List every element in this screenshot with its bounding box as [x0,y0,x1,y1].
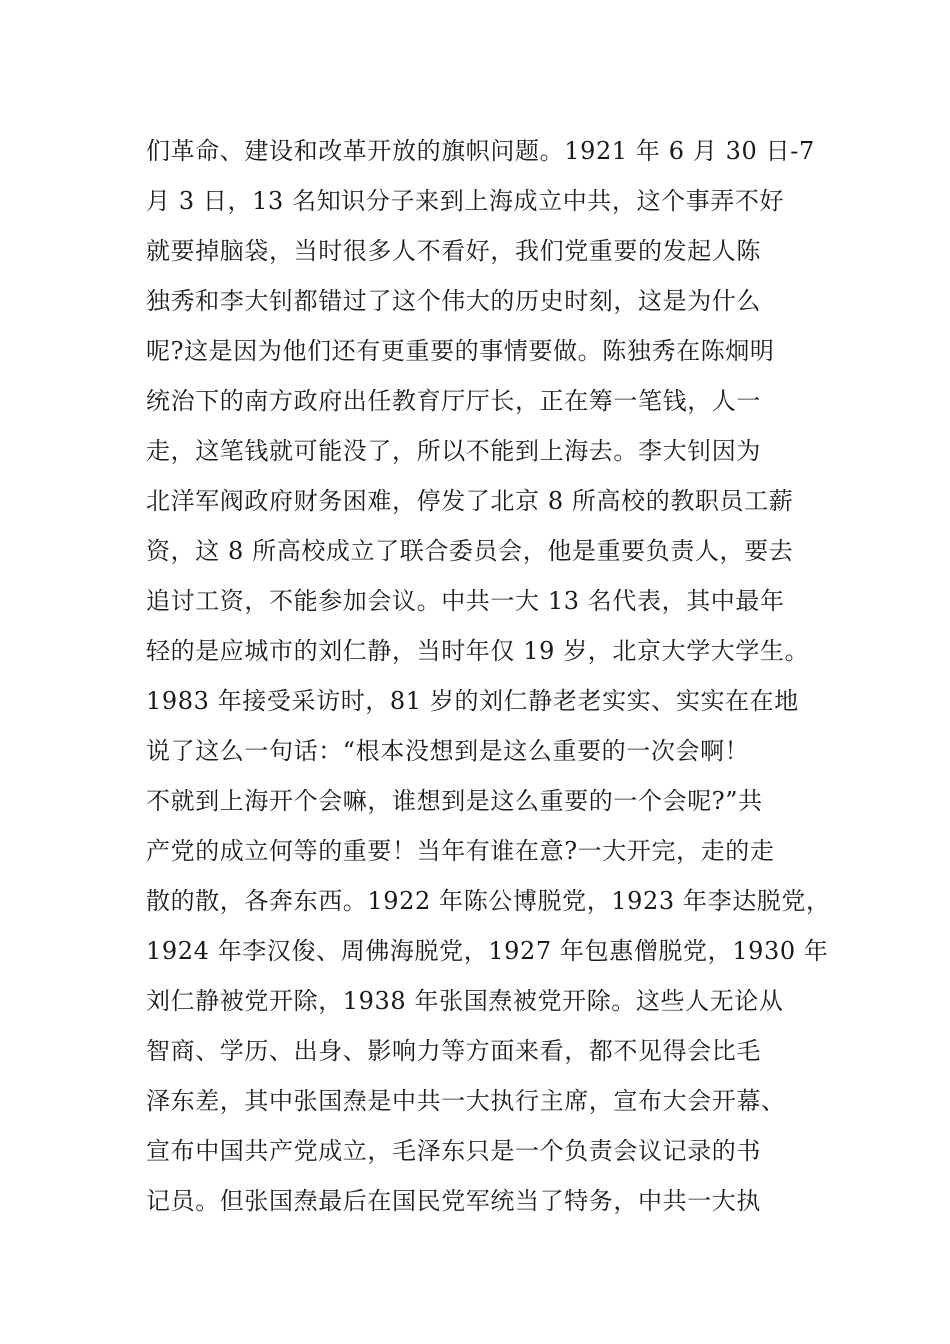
text-line: 散的散，各奔东西。1922 年陈公博脱党，1923 年李达脱党， [146,887,831,915]
text-line: 就要掉脑袋，当时很多人不看好，我们党重要的发起人陈 [146,237,761,265]
text-line: 轻的是应城市的刘仁静，当时年仅 19 岁，北京大学大学生。 [146,637,810,665]
text-line: 统治下的南方政府出任教育厅厅长，正在筹一笔钱，人一 [146,387,761,415]
text-line: 说了这么一句话：“根本没想到是这么重要的一次会啊！ [146,737,750,765]
text-line: 刘仁静被党开除，1938 年张国焘被党开除。这些人无论从 [146,987,784,1015]
text-line: 宣布中国共产党成立，毛泽东只是一个负责会议记录的书 [146,1137,761,1165]
text-line: 1983 年接受采访时，81 岁的刘仁静老老实实、实实在在地 [146,687,799,715]
text-line: 产党的成立何等的重要！当年有谁在意?一大开完，走的走 [146,837,775,865]
text-line: 呢?这是因为他们还有更重要的事情要做。陈独秀在陈炯明 [146,337,775,365]
text-line: 智商、学历、出身、影响力等方面来看，都不见得会比毛 [146,1037,761,1065]
text-line: 们革命、建设和改革开放的旗帜问题。1921 年 6 月 30 日-7 [146,137,815,165]
text-line: 追讨工资，不能参加会议。中共一大 13 名代表，其中最年 [146,587,785,615]
text-line: 不就到上海开个会嘛，谁想到是这么重要的一个会呢?”共 [146,787,763,815]
text-line: 月 3 日，13 名知识分子来到上海成立中共，这个事弄不好 [146,187,785,215]
text-line: 记员。但张国焘最后在国民党军统当了特务，中共一大执 [146,1187,761,1215]
text-line: 走，这笔钱就可能没了，所以不能到上海去。李大钊因为 [146,437,761,465]
body-text [146,126,831,1226]
text-line: 独秀和李大钊都错过了这个伟大的历史时刻，这是为什么 [146,287,761,315]
text-line: 1924 年李汉俊、周佛海脱党，1927 年包惠僧脱党，1930 年 [146,937,829,965]
text-line: 北洋军阀政府财务困难，停发了北京 8 所高校的教职员工薪 [146,487,794,515]
text-line: 泽东差，其中张国焘是中共一大执行主席，宣布大会开幕、 [146,1087,786,1115]
text-line: 资，这 8 所高校成立了联合委员会，他是重要负责人，要去 [146,537,794,565]
